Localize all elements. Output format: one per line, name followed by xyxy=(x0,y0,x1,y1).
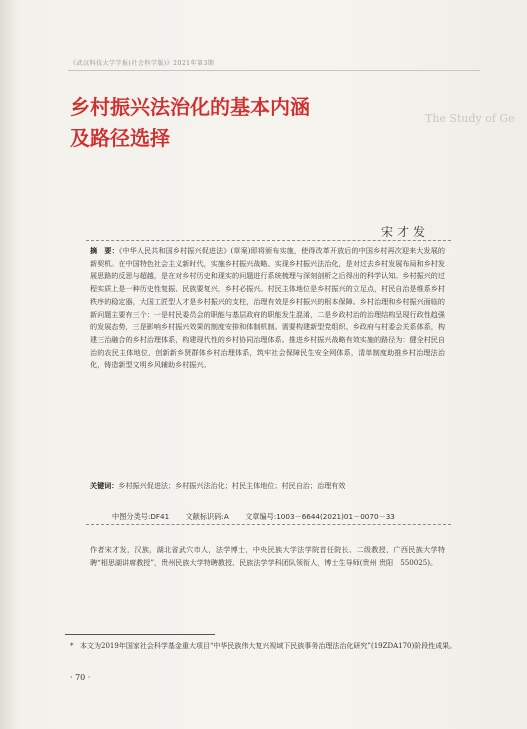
abstract-label: 摘 要： xyxy=(90,246,119,255)
abstract-text: 《中华人民共和国乡村振兴促进法》(草案)即将颁布实施，使得改革开放后的中国乡村再次迎来大发展的新契机。在中国特色社会主义新时代，实施乡村振兴战略、实现乡村振兴法治化，是对过去乡村发展布局和乡村发展思路的反思与超越，是在对乡村历史和现实的问题进行系统梳理与深刻剖析之后得出的科学认知。乡村振兴的过程实质上是一种历史性复振、民族要复兴，乡村必振兴。村民主体地位是乡村振兴的立足点，村民自治是维系乡村秩序的稳定器，大国工匠型人才是乡村振兴的支柱，治理有效是乡村振兴的根本保障。乡村治理和乡村振兴面临的新问题主要有三个：一是村民委员会的职能与基层政府的职能发生混淆，二是乡政村治的治理结构呈现行政性趋强的发展态势，三是影响乡村振兴效果的制度安排和体制机制。需要构建新型党组织、乡政府与村委会关系体系，构建三治融合的乡村治理体系，构建现代性的乡村协同治理体系。推进乡村振兴战略有效实施的路径为：健全村民自治的农民主体地位，创新新乡贤群体乡村治理体系，筑牢社会保障民生安全网体系，清单制度助推乡村治理法治化，铸造新型文明乡风辅助乡村振兴。 xyxy=(90,246,445,370)
class-number: 中图分类号:DF41 xyxy=(112,512,170,521)
page-number: · 70 · xyxy=(70,673,91,682)
title-line-1: 乡村振兴法治化的基本内涵 xyxy=(70,95,310,119)
footnote-text: 本文为2019年国家社会科学基金重大项目“中华民族伟大复兴视域下民族事务治理法治化研究”(19ZDA170)阶段性成果。 xyxy=(80,642,457,650)
article-title xyxy=(70,92,370,154)
doc-code: 文献标识码:A xyxy=(185,512,229,521)
bleed-through-text: The Study of Ge xyxy=(425,112,515,125)
bleed-through-block xyxy=(90,600,360,622)
title-line-2: 及路径选择 xyxy=(70,126,170,150)
footnote-rule xyxy=(65,634,215,635)
footnote xyxy=(70,640,460,652)
header-rule xyxy=(68,70,480,71)
keywords-label: 关键词： xyxy=(90,481,119,490)
article-number: 文章编号:1003－6644(2021)01－0070－33 xyxy=(245,512,395,521)
keywords xyxy=(90,480,445,508)
keywords-text: 乡村振兴促进法；乡村振兴法治化；村民主体地位；村民自治；治理有效 xyxy=(118,481,346,490)
classification-line xyxy=(112,512,452,522)
abstract xyxy=(90,245,445,480)
footnote-marker: * xyxy=(70,642,74,650)
author-note: 作者宋才发，汉族，湖北省武穴市人，法学博士，中央民族大学法学院首任院长、二级教授，广西民族大学特聘“相思湖讲席教授”，贵州民族大学特聘教授、民族法学学科团队领衔人，博士生导师(贵州 贵阳 550025)。 xyxy=(90,545,445,567)
author-name: 宋才发 xyxy=(381,225,430,239)
running-header: 《武汉科技大学学报(社会科学版)》2021年第3期 xyxy=(70,60,215,67)
